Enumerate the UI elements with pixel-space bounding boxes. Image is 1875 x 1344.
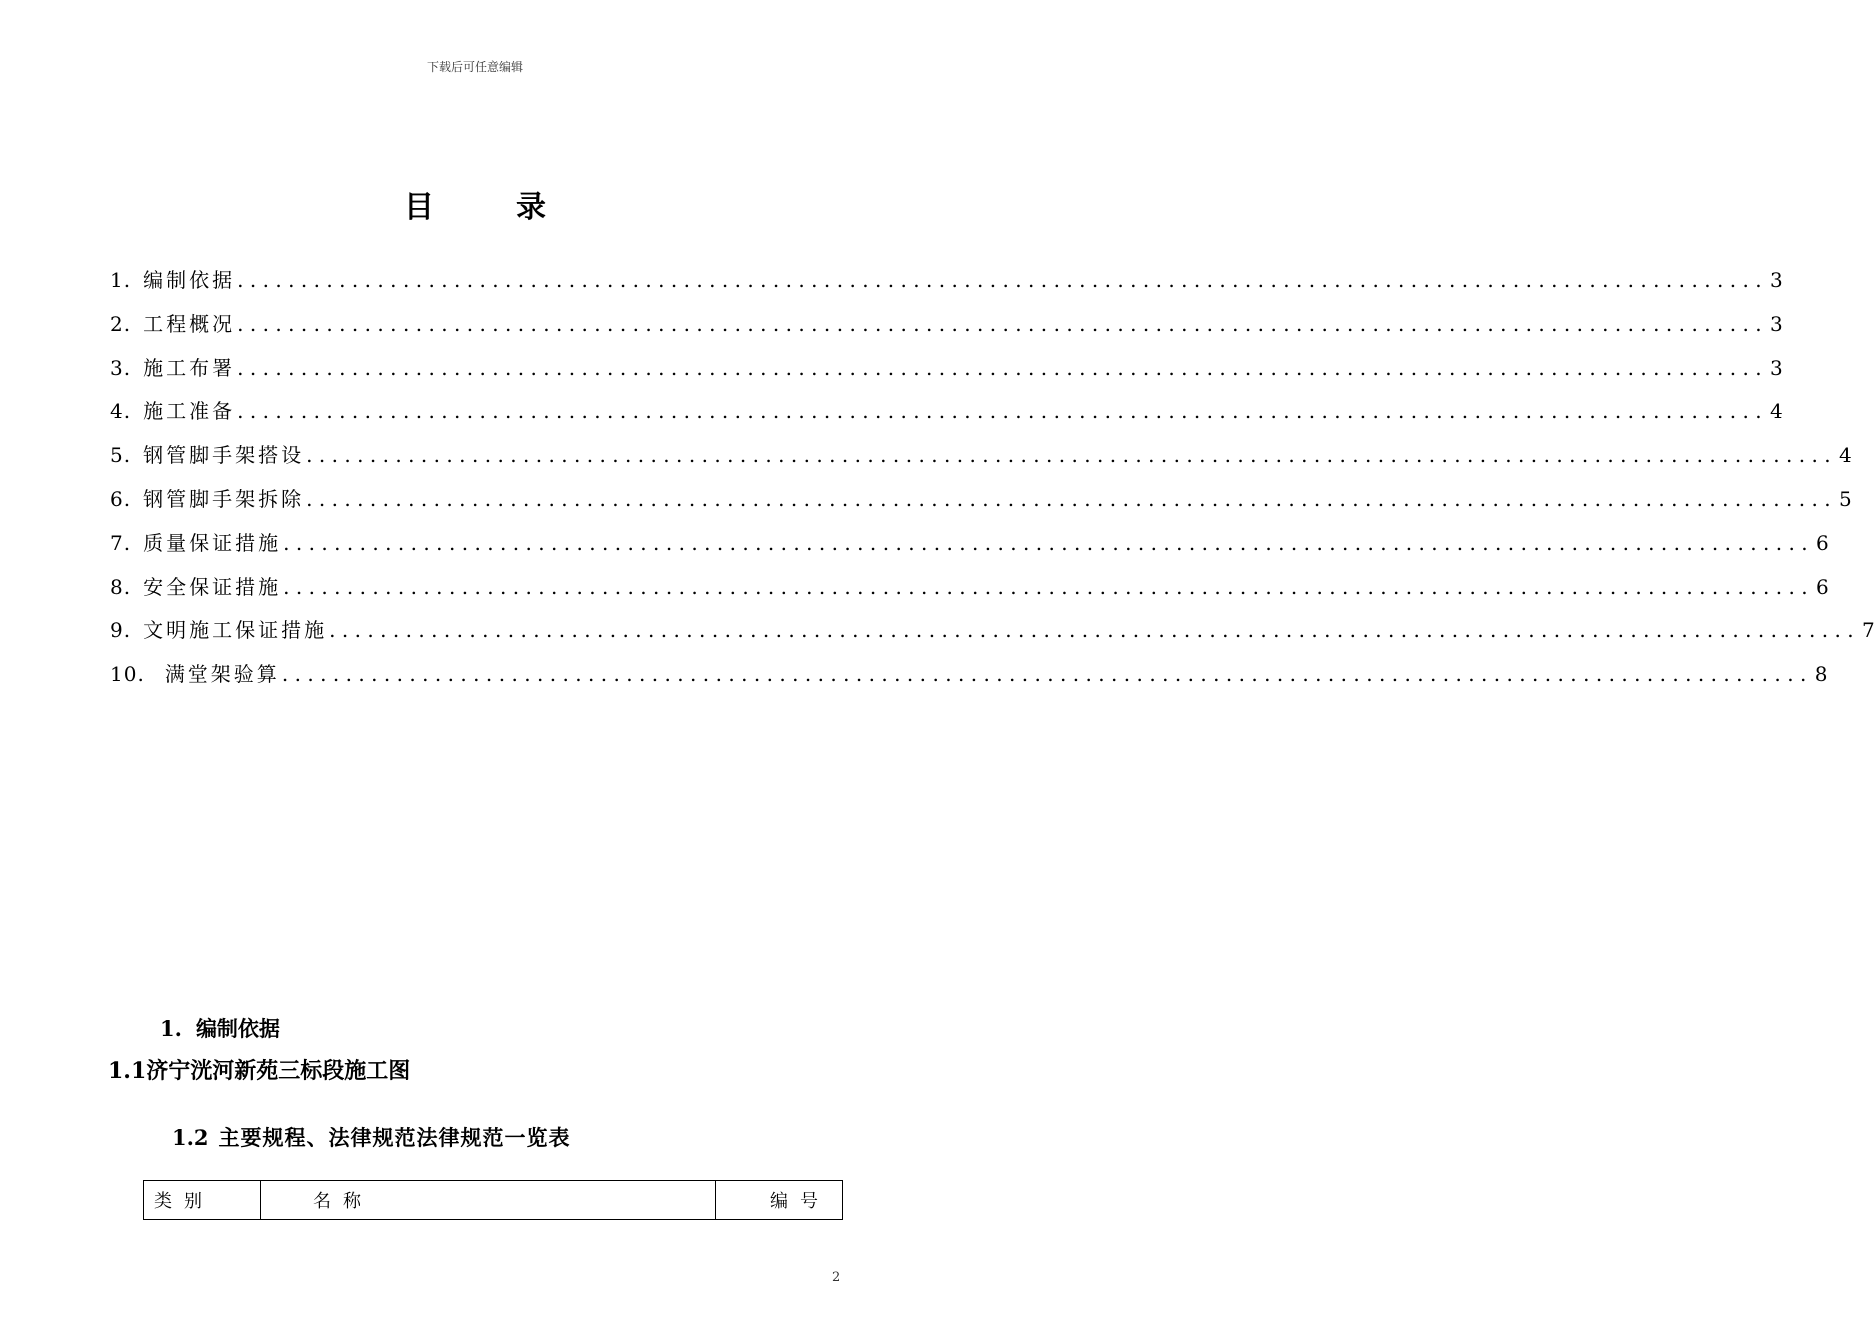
regulations-table (143, 1180, 843, 1220)
toc-leader-dots: ........................................................................................................................ (329, 618, 1860, 643)
toc-entry-number: 2. (110, 311, 132, 336)
toc-entry-page: 4 (1838, 443, 1852, 468)
toc-entry-number: 4. (110, 399, 132, 424)
toc-entry-page: 3 (1769, 268, 1783, 292)
section-title: 编制依据 (195, 1016, 280, 1041)
toc-entry-page: 3 (1769, 311, 1783, 336)
toc-leader-dots: ........................................................................................................................ (237, 355, 1768, 380)
toc-entry-label: 钢管脚手架搭设 (143, 443, 305, 468)
column-header-name: 名称 (261, 1181, 716, 1220)
toc-entry-number: 6. (110, 486, 132, 511)
toc-entry-label: 施工准备 (143, 399, 236, 424)
toc-entry[interactable] (110, 527, 1829, 571)
toc-entry-label: 安全保证措施 (143, 574, 282, 599)
column-header-code: 编号 (716, 1181, 843, 1220)
toc-entry-number: 8. (110, 574, 132, 599)
toc-leader-dots: ........................................................................................................................ (237, 268, 1768, 292)
toc-entry[interactable] (110, 264, 1783, 308)
toc-leader-dots: ........................................................................................................................ (237, 399, 1768, 424)
subsection-heading-1-2 (172, 1122, 571, 1152)
toc-leader-dots: ........................................................................................................................ (306, 443, 1837, 468)
toc-entry-page: 4 (1769, 399, 1783, 424)
section-heading (160, 1013, 280, 1043)
subsection-title: 主要规程、法律规范法律规范一览表 (218, 1125, 571, 1150)
toc-entry-page: 7 (1861, 618, 1875, 643)
toc-entry[interactable] (110, 571, 1829, 615)
table-of-contents (110, 264, 1875, 702)
toc-leader-dots: ........................................................................................................................ (283, 574, 1814, 599)
toc-entry-number: 10. (110, 662, 145, 687)
toc-entry[interactable] (110, 614, 1875, 658)
toc-entry-page: 3 (1769, 355, 1783, 380)
toc-leader-dots: ........................................................................................................................ (306, 486, 1837, 511)
toc-entry-page: 8 (1814, 662, 1828, 687)
toc-entry-number: 1. (110, 268, 132, 292)
toc-leader-dots: ........................................................................................................................ (281, 662, 1813, 687)
page-number: 2 (832, 1270, 841, 1285)
toc-leader-dots: ........................................................................................................................ (237, 311, 1768, 336)
toc-entry-number: 3. (110, 355, 132, 380)
toc-entry-label: 编制依据 (143, 268, 236, 292)
toc-entry[interactable] (110, 352, 1783, 396)
toc-entry-label: 工程概况 (143, 311, 236, 336)
toc-entry-page: 6 (1815, 574, 1829, 599)
toc-entry-page: 5 (1838, 486, 1852, 511)
subsection-heading-1-1: 1.1济宁洸河新苑三标段施工图 (108, 1058, 411, 1084)
toc-entry-label: 施工布署 (143, 355, 236, 380)
toc-entry-label: 钢管脚手架拆除 (143, 486, 305, 511)
toc-entry-label: 满堂架验算 (164, 662, 280, 687)
column-header-category: 类别 (144, 1181, 261, 1220)
table-header-row (144, 1181, 843, 1220)
toc-title (0, 182, 950, 226)
toc-entry-page: 6 (1815, 530, 1829, 555)
toc-entry[interactable] (110, 439, 1852, 483)
toc-title-right: 录 (516, 190, 546, 225)
toc-entry-number: 5. (110, 443, 132, 468)
toc-entry[interactable] (110, 483, 1852, 527)
toc-entry-label: 文明施工保证措施 (143, 618, 328, 643)
toc-title-left: 目 (404, 190, 434, 225)
toc-entry[interactable] (110, 395, 1783, 439)
subsection-number: 1.2 (172, 1125, 209, 1150)
toc-entry[interactable] (110, 658, 1828, 702)
toc-leader-dots: ........................................................................................................................ (283, 530, 1814, 555)
toc-entry-label: 质量保证措施 (143, 530, 282, 555)
toc-entry-number: 7. (110, 530, 132, 555)
section-number: 1. (160, 1016, 182, 1041)
toc-entry-number: 9. (110, 618, 132, 643)
header-note: 下载后可任意编辑 (426, 60, 523, 74)
toc-entry[interactable] (110, 308, 1783, 352)
